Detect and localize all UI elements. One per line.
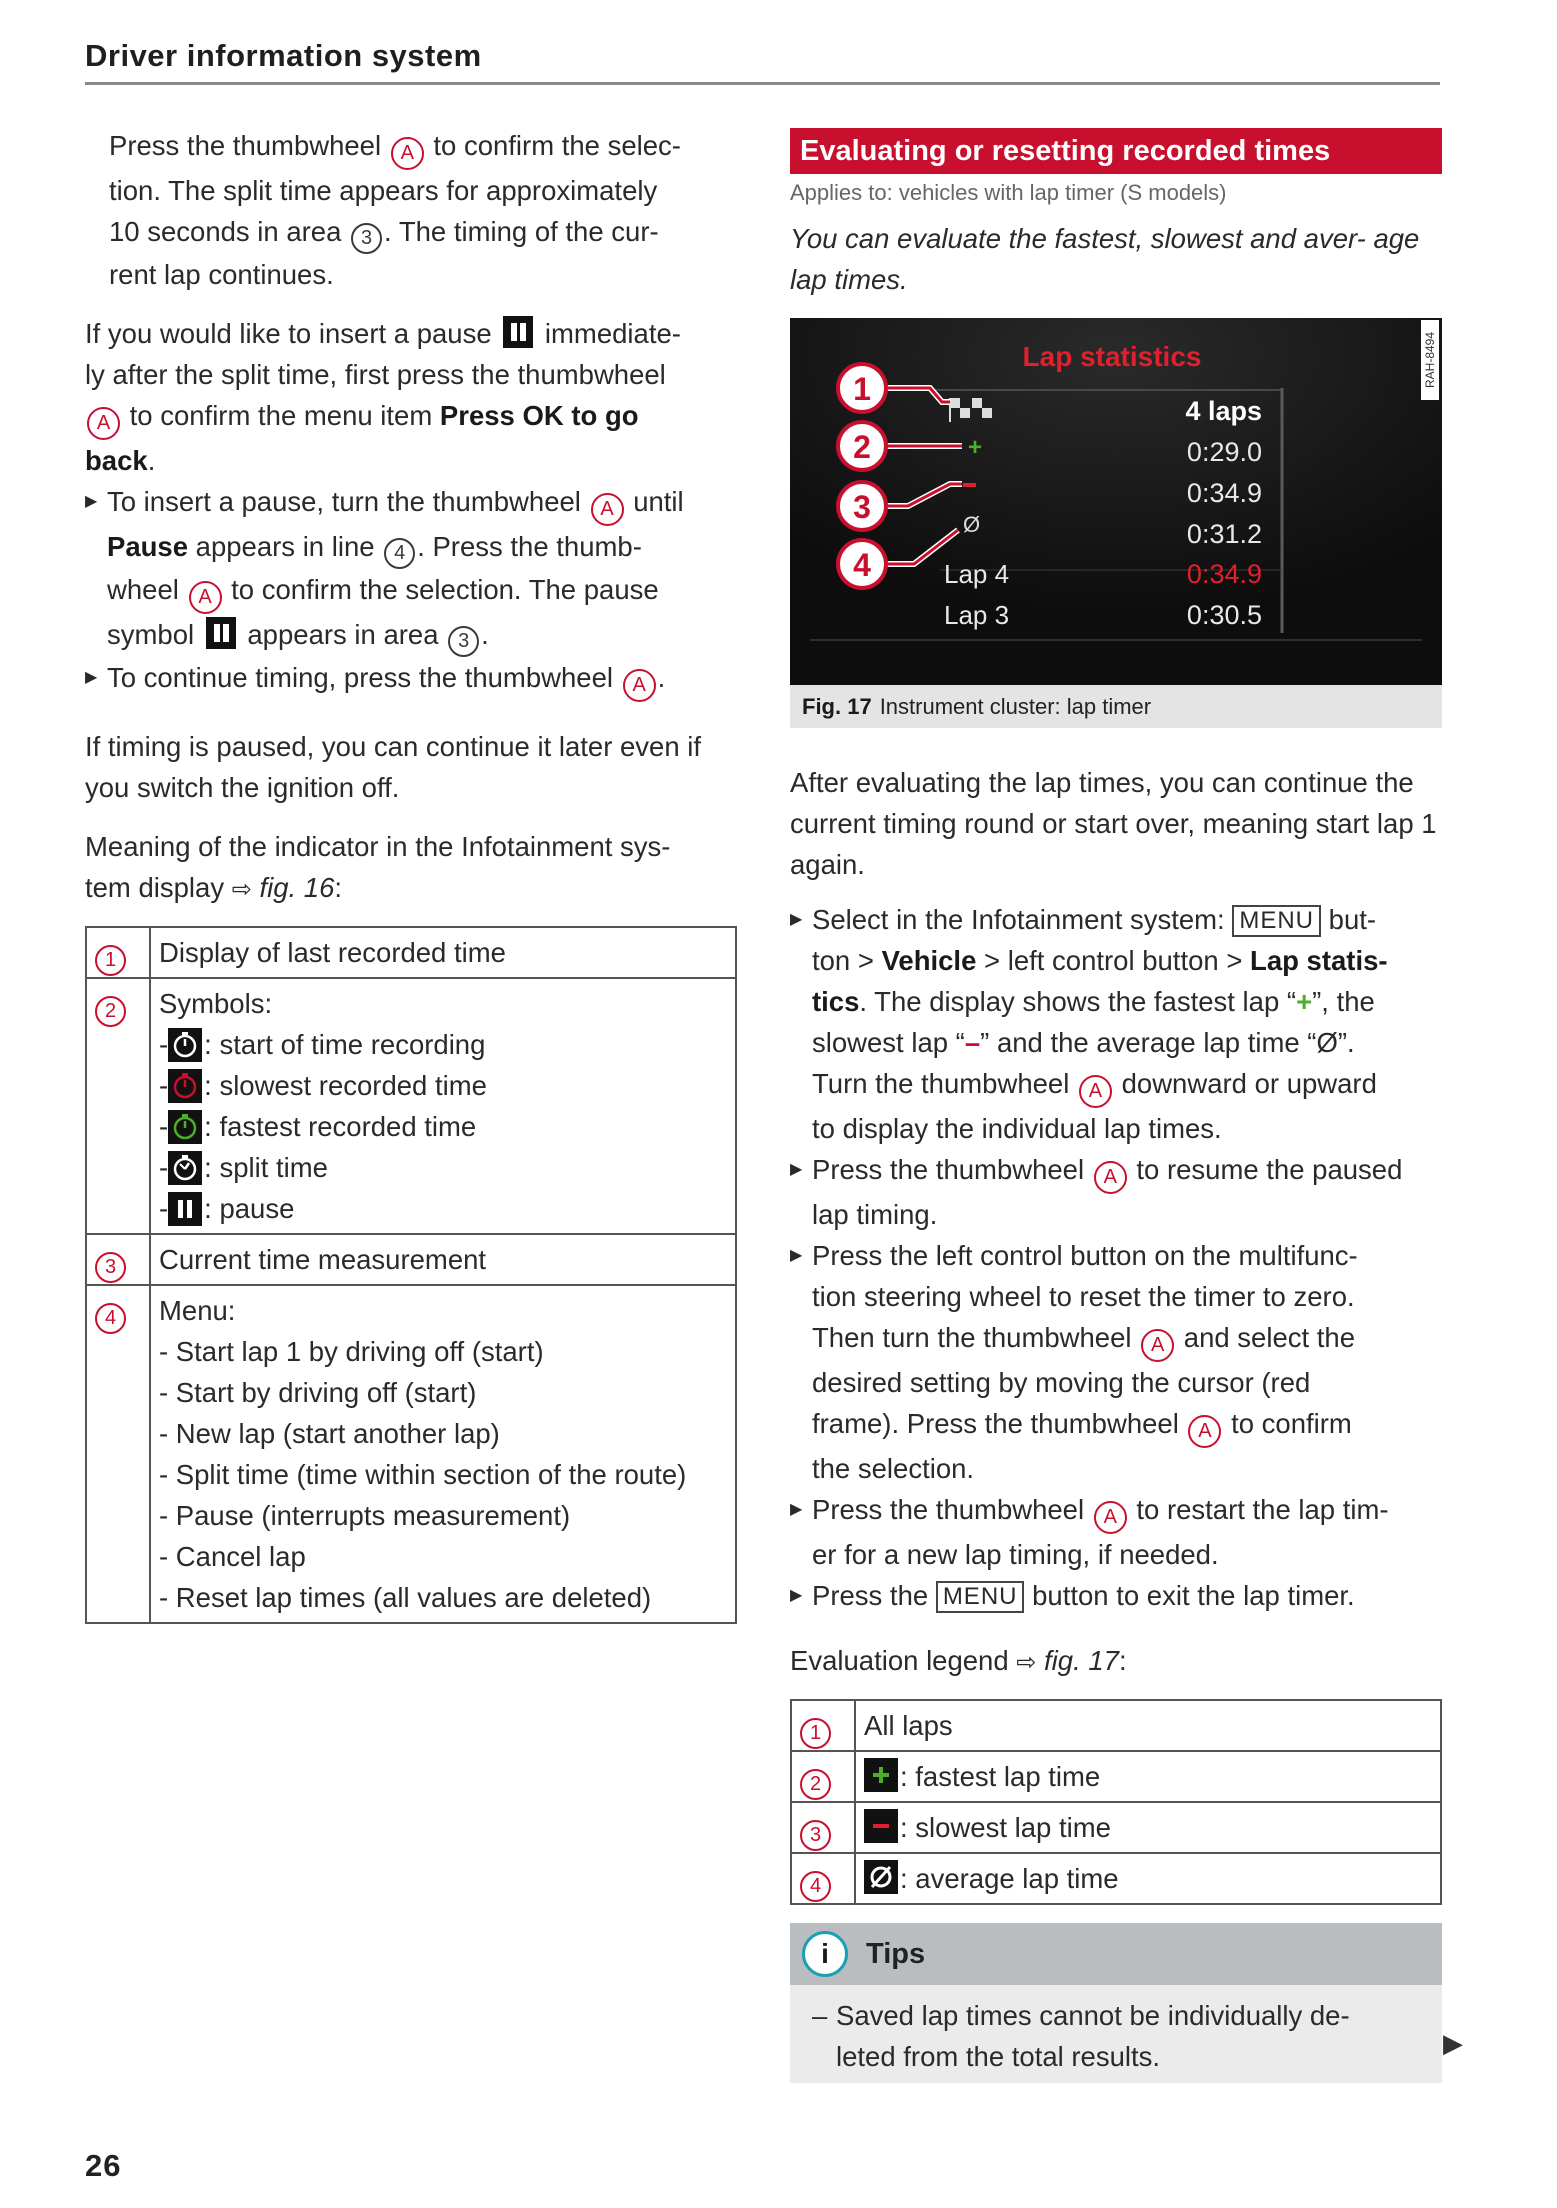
stopwatch-icon bbox=[168, 1028, 202, 1062]
callout-number-icon: 4 bbox=[95, 1303, 126, 1334]
text-span: ton > bbox=[812, 945, 874, 976]
callout-number-icon: 4 bbox=[800, 1871, 831, 1902]
text-span: er for a new lap timing, if needed. bbox=[812, 1539, 1219, 1570]
text-span: . The timing of the cur- bbox=[384, 216, 659, 247]
text-span: frame). Press the thumbwheel bbox=[812, 1408, 1179, 1439]
bullet-arrow-icon: ▶ bbox=[790, 1587, 803, 1604]
text-span: to resume the paused bbox=[1136, 1154, 1403, 1185]
symbol-item: - : start of time recording bbox=[159, 1024, 727, 1065]
text-span: button to exit the lap timer. bbox=[1032, 1580, 1355, 1611]
tips-header bbox=[790, 1923, 1442, 1985]
table-cell bbox=[855, 1802, 1441, 1853]
slowest-minus-symbol: – bbox=[964, 1027, 981, 1058]
table-row bbox=[791, 1802, 1441, 1853]
text-span: Meaning of the indicator in the Infotainment sys- bbox=[85, 831, 671, 862]
average-icon: Ø bbox=[963, 512, 981, 537]
lap-4-label: Lap 4 bbox=[944, 559, 1010, 589]
section-title: Evaluating or resetting recorded times bbox=[790, 128, 1442, 174]
table-cell: All laps bbox=[855, 1700, 1441, 1751]
bullet-arrow-icon: ▶ bbox=[790, 1247, 803, 1264]
right-bullet-3 bbox=[790, 1235, 1442, 1489]
tips-body bbox=[790, 1985, 1442, 2083]
page-header bbox=[85, 38, 1440, 85]
legend-label: : fastest lap time bbox=[900, 1761, 1101, 1792]
callout-number-icon: 2 bbox=[95, 996, 126, 1027]
text-span: : bbox=[1118, 1645, 1127, 1676]
table-row bbox=[86, 1285, 736, 1623]
symbol-item: - : slowest recorded time bbox=[159, 1065, 727, 1106]
tips-box bbox=[790, 1923, 1442, 2083]
svg-text:1: 1 bbox=[853, 371, 871, 407]
thumbwheel-a-icon: A bbox=[591, 493, 624, 526]
table-cell: Current time measurement bbox=[150, 1234, 736, 1285]
text-span: desired setting by moving the cursor (red bbox=[812, 1367, 1311, 1398]
figure-caption-text: Instrument cluster: lap timer bbox=[879, 694, 1152, 719]
lap-stat-value: 0:29.0 bbox=[1186, 437, 1262, 467]
text-span: lap timing. bbox=[812, 1199, 938, 1230]
bullet-arrow-icon: ▶ bbox=[85, 493, 98, 510]
info-icon: i bbox=[802, 1931, 848, 1977]
text-span: and select the bbox=[1183, 1322, 1356, 1353]
callout-number-icon: 3 bbox=[800, 1820, 831, 1851]
text-span: . bbox=[481, 619, 489, 650]
right-bullet-1 bbox=[790, 899, 1442, 1149]
text-span: . bbox=[147, 445, 156, 476]
right-column bbox=[790, 128, 1442, 2083]
text-span: Press the thumbwheel bbox=[812, 1494, 1085, 1525]
text-span: wheel bbox=[107, 574, 179, 605]
section-intro: You can evaluate the fastest, slowest and aver- age lap times. bbox=[790, 223, 1420, 295]
text-span: Press the bbox=[812, 1580, 929, 1611]
screen-title: Lap statistics bbox=[1022, 341, 1202, 372]
left-bullet-2 bbox=[85, 657, 737, 702]
menu-list-item: - New lap (start another lap) bbox=[159, 1418, 500, 1449]
left-paragraph-3: If timing is paused, you can continue it later even if you switch the ignition off. bbox=[85, 731, 702, 803]
text-span: . bbox=[657, 662, 666, 693]
indicator-meaning-table bbox=[85, 926, 737, 1624]
thumbwheel-a-icon: A bbox=[1141, 1329, 1174, 1362]
fastest-plus-icon bbox=[864, 1758, 898, 1792]
symbol-item: - : fastest recorded time bbox=[159, 1106, 727, 1147]
lap-statistics-figure bbox=[790, 318, 1442, 728]
text-span: tion steering wheel to reset the timer to zero. bbox=[812, 1281, 1355, 1312]
reference-arrow-icon: ⇨ bbox=[231, 876, 252, 903]
text-span: To insert a pause, turn the thumbwheel bbox=[107, 486, 581, 517]
lap-timer-display bbox=[790, 318, 1442, 685]
line-4-icon: 4 bbox=[384, 538, 415, 569]
symbol-label: : start of time recording bbox=[204, 1029, 486, 1060]
cell-heading: Symbols: bbox=[159, 988, 273, 1019]
text-span: ”, the bbox=[1312, 986, 1375, 1017]
thumbwheel-a-icon: A bbox=[1188, 1415, 1221, 1448]
thumbwheel-a-icon: A bbox=[87, 407, 120, 440]
menu-item-label: Pause bbox=[107, 531, 189, 562]
lap-stat-value: 0:30.5 bbox=[1186, 600, 1262, 630]
text-span: ly after the split time, first press the thumbwheel bbox=[85, 359, 666, 390]
left-paragraph-4 bbox=[85, 826, 737, 910]
text-span: tion. The split time appears for approximately bbox=[109, 175, 658, 206]
text-span: to confirm bbox=[1231, 1408, 1352, 1439]
callout-3-icon bbox=[838, 482, 886, 530]
text-span: to confirm the menu item bbox=[129, 400, 433, 431]
table-cell bbox=[855, 1751, 1441, 1802]
tips-item bbox=[812, 1995, 1422, 2077]
callout-number-icon: 1 bbox=[95, 945, 126, 976]
tips-title: Tips bbox=[866, 1937, 926, 1970]
right-bullet-2 bbox=[790, 1149, 1442, 1235]
callout-number-icon: 3 bbox=[95, 1252, 126, 1283]
table-row bbox=[86, 1234, 736, 1285]
menu-list-item: - Start by driving off (start) bbox=[159, 1377, 477, 1408]
applies-to-note: Applies to: vehicles with lap timer (S models) bbox=[790, 180, 1227, 205]
after-evaluating-paragraph: After evaluating the lap times, you can continue the current timing round or start over, meaning start lap 1 again. bbox=[790, 767, 1437, 880]
slowest-minus-icon bbox=[864, 1809, 898, 1843]
symbol-label: : fastest recorded time bbox=[204, 1111, 477, 1142]
text-span: appears in line bbox=[195, 531, 375, 562]
text-span: : bbox=[334, 872, 343, 903]
text-span: 10 seconds in area bbox=[109, 216, 342, 247]
evaluation-legend-table bbox=[790, 1699, 1442, 1905]
text-span: . Press the thumb- bbox=[417, 531, 642, 562]
thumbwheel-a-icon: A bbox=[1094, 1161, 1127, 1194]
split-time-icon bbox=[168, 1151, 202, 1185]
text-span: . The display shows the fastest lap “ bbox=[859, 986, 1297, 1017]
area-3-icon: 3 bbox=[448, 626, 479, 657]
legend-label: : slowest lap time bbox=[900, 1812, 1111, 1843]
pause-icon bbox=[503, 316, 533, 348]
dash-marker: – bbox=[812, 2000, 828, 2031]
table-cell: Display of last recorded time bbox=[150, 927, 736, 978]
menu-item-label: Press OK to go bbox=[439, 400, 639, 431]
callout-number-icon: 1 bbox=[800, 1718, 831, 1749]
menu-item-label: Vehicle bbox=[881, 945, 977, 976]
text-span: but- bbox=[1328, 904, 1377, 935]
thumbwheel-a-icon: A bbox=[1079, 1075, 1112, 1108]
stopwatch-red-icon bbox=[168, 1069, 202, 1103]
figure-link[interactable]: fig. 17 bbox=[1044, 1645, 1119, 1676]
left-column bbox=[85, 125, 737, 1624]
table-cell bbox=[150, 1285, 736, 1623]
menu-item-label: tics bbox=[812, 986, 860, 1017]
symbol-label: : pause bbox=[204, 1193, 295, 1224]
right-bullet-5 bbox=[790, 1575, 1442, 1616]
table-row bbox=[791, 1700, 1441, 1751]
next-page-arrow-icon[interactable]: ▶ bbox=[1443, 2028, 1463, 2058]
text-span: Turn the thumbwheel bbox=[812, 1068, 1070, 1099]
menu-button[interactable]: MENU bbox=[936, 1581, 1025, 1613]
text-span: Press the thumbwheel bbox=[812, 1154, 1085, 1185]
table-row bbox=[86, 927, 736, 978]
table-cell bbox=[150, 978, 736, 1234]
lap-stat-value: 4 laps bbox=[1185, 396, 1262, 426]
lap-stat-value: 0:34.9 bbox=[1186, 478, 1262, 508]
symbol-item: - : pause bbox=[159, 1188, 727, 1229]
figure-caption bbox=[790, 685, 1442, 728]
symbol-label: : split time bbox=[204, 1152, 328, 1183]
callout-2-icon bbox=[838, 422, 886, 470]
svg-text:3: 3 bbox=[853, 489, 871, 525]
table-row bbox=[791, 1853, 1441, 1904]
thumbwheel-a-icon: A bbox=[391, 137, 424, 170]
text-span: leted from the total results. bbox=[836, 2041, 1161, 2072]
left-paragraph-1 bbox=[85, 125, 737, 295]
menu-item-label: Lap statis- bbox=[1250, 945, 1388, 976]
instrument-cluster-screen bbox=[790, 318, 1442, 685]
text-span: rent lap continues. bbox=[109, 259, 334, 290]
svg-text:4: 4 bbox=[853, 547, 871, 583]
menu-list-item: - Pause (interrupts measurement) bbox=[159, 1500, 571, 1531]
thumbwheel-a-icon: A bbox=[623, 669, 656, 702]
legend-label: : average lap time bbox=[900, 1863, 1119, 1894]
text-span: immediate- bbox=[544, 318, 681, 349]
lap-stat-value-slowest: 0:34.9 bbox=[1186, 559, 1262, 589]
text-span: Then turn the thumbwheel bbox=[812, 1322, 1132, 1353]
menu-list-item: - Reset lap times (all values are deleted) bbox=[159, 1582, 652, 1613]
symbol-label: : slowest recorded time bbox=[204, 1070, 487, 1101]
fastest-plus-symbol: + bbox=[1296, 986, 1313, 1017]
text-span: If you would like to insert a pause bbox=[85, 318, 492, 349]
callout-number-icon: 2 bbox=[800, 1769, 831, 1800]
text-span: to restart the lap tim- bbox=[1136, 1494, 1389, 1525]
text-span: to confirm the selection. The pause bbox=[231, 574, 659, 605]
table-cell bbox=[855, 1853, 1441, 1904]
cell-heading: Menu: bbox=[159, 1295, 236, 1326]
callout-4-icon bbox=[838, 540, 886, 588]
stopwatch-green-icon bbox=[168, 1110, 202, 1144]
text-span: ” and the average lap time “Ø”. bbox=[980, 1027, 1355, 1058]
left-paragraph-2 bbox=[85, 313, 737, 481]
text-span: Press the thumbwheel bbox=[109, 130, 382, 161]
header-title: Driver information system bbox=[85, 38, 482, 73]
thumbwheel-a-icon: A bbox=[189, 581, 222, 614]
evaluation-legend-intro bbox=[790, 1640, 1442, 1683]
pause-icon bbox=[206, 617, 236, 649]
text-span: appears in area bbox=[247, 619, 439, 650]
text-span: Select in the Infotainment system: bbox=[812, 904, 1225, 935]
reference-arrow-icon: ⇨ bbox=[1016, 1649, 1037, 1676]
lap-stat-value: 0:31.2 bbox=[1186, 519, 1262, 549]
text-span: until bbox=[633, 486, 684, 517]
text-span: the selection. bbox=[812, 1453, 975, 1484]
table-row bbox=[86, 978, 736, 1234]
text-span: to display the individual lap times. bbox=[812, 1113, 1222, 1144]
text-span: to confirm the selec- bbox=[433, 130, 681, 161]
text-span: > left control button > bbox=[984, 945, 1243, 976]
text-span: To continue timing, press the thumbwheel bbox=[107, 662, 613, 693]
menu-list-item: - Split time (time within section of the route) bbox=[159, 1459, 687, 1490]
text-span: tem display bbox=[85, 872, 225, 903]
pause-icon bbox=[168, 1192, 202, 1226]
text-span: slowest lap “ bbox=[812, 1027, 965, 1058]
thumbwheel-a-icon: A bbox=[1094, 1501, 1127, 1534]
table-row bbox=[791, 1751, 1441, 1802]
text-span: Press the left control button on the multifunc- bbox=[812, 1240, 1358, 1271]
menu-button[interactable]: MENU bbox=[1232, 905, 1321, 937]
average-icon bbox=[864, 1860, 898, 1894]
bullet-arrow-icon: ▶ bbox=[790, 1161, 803, 1178]
text-span: symbol bbox=[107, 619, 195, 650]
menu-list-item: - Start lap 1 by driving off (start) bbox=[159, 1336, 544, 1367]
right-bullet-4 bbox=[790, 1489, 1442, 1575]
text-span: Evaluation legend bbox=[790, 1645, 1009, 1676]
slowest-minus-icon bbox=[963, 483, 976, 487]
svg-text:2: 2 bbox=[853, 429, 871, 465]
fastest-plus-icon: + bbox=[968, 434, 983, 461]
text-span: Saved lap times cannot be individually de- bbox=[836, 2000, 1350, 2031]
figure-link[interactable]: fig. 16 bbox=[259, 872, 335, 903]
callout-1-icon bbox=[838, 364, 886, 412]
page-number: 26 bbox=[85, 2148, 122, 2183]
bullet-arrow-icon: ▶ bbox=[85, 669, 98, 686]
symbol-item: - : split time bbox=[159, 1147, 727, 1188]
bullet-arrow-icon: ▶ bbox=[790, 911, 803, 928]
figure-code: RAH-8494 bbox=[1421, 320, 1439, 400]
lap-3-label: Lap 3 bbox=[944, 600, 1010, 630]
text-span: downward or upward bbox=[1121, 1068, 1377, 1099]
menu-list-item: - Cancel lap bbox=[159, 1541, 306, 1572]
menu-item-label: back bbox=[85, 445, 148, 476]
bullet-arrow-icon: ▶ bbox=[790, 1501, 803, 1518]
left-bullet-1 bbox=[85, 481, 737, 657]
figure-label: Fig. 17 bbox=[802, 694, 872, 719]
area-3-icon: 3 bbox=[351, 223, 382, 254]
